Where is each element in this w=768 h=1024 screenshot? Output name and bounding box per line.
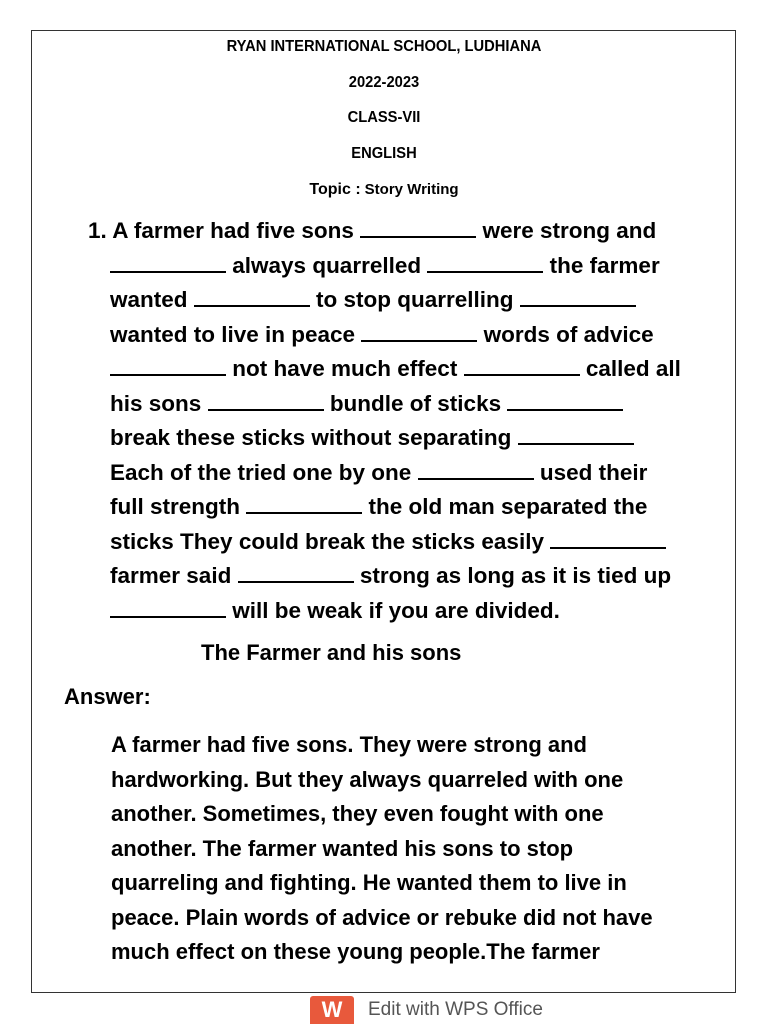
answer-line: another. Sometimes, they even fought with one xyxy=(111,801,604,826)
topic-value: Story Writing xyxy=(364,181,459,198)
question-segment: the farmer xyxy=(549,252,660,278)
answer-label: Answer: xyxy=(64,684,151,709)
question-segment: not have much effect xyxy=(232,356,458,381)
question-line xyxy=(88,559,728,594)
question-segment: wanted xyxy=(110,287,188,312)
blank-line xyxy=(507,391,623,411)
blank-line xyxy=(194,287,310,307)
blank-line xyxy=(518,425,634,445)
question-segment: his sons xyxy=(110,390,202,416)
question-segment: strong as long as it is tied up xyxy=(359,563,672,588)
question-line xyxy=(88,352,728,387)
question-segment: to stop quarrelling xyxy=(316,287,514,312)
subject-label: ENGLISH xyxy=(351,145,417,162)
blank-line xyxy=(550,529,666,549)
answer-line: peace. Plain words of advice or rebuke did not have xyxy=(111,904,653,930)
question-line xyxy=(88,249,728,284)
question-segment: were strong and xyxy=(482,218,657,243)
answer-line: another. The farmer wanted his sons to stop xyxy=(111,835,574,861)
topic-label: Topic : xyxy=(309,181,361,198)
answer-text xyxy=(111,728,721,970)
question-segment: always quarrelled xyxy=(232,252,422,278)
question-line xyxy=(88,318,728,353)
question-segment: farmer said xyxy=(110,563,232,588)
wps-edit-label[interactable]: Edit with WPS Office xyxy=(368,999,543,1020)
question-line xyxy=(88,490,728,525)
question-segment: break these sticks without separating xyxy=(110,425,512,450)
blank-line xyxy=(360,218,476,238)
question-segment: bundle of sticks xyxy=(329,390,502,416)
question-line xyxy=(88,525,728,560)
blank-line xyxy=(418,460,534,480)
story-title: The Farmer and his sons xyxy=(201,640,462,665)
question-line xyxy=(88,283,728,318)
answer-line: A farmer had five sons. They were strong and xyxy=(111,732,587,757)
question-segment: A farmer had five sons xyxy=(112,218,354,243)
question-segment: wanted to live in peace xyxy=(110,321,356,347)
question-segment: will be weak if you are divided. xyxy=(232,597,560,623)
blank-line xyxy=(110,356,226,376)
blank-line xyxy=(238,563,354,583)
topic-line xyxy=(0,181,768,199)
answer-line: hardworking. But they always quarreled with one xyxy=(111,766,624,792)
wps-footer[interactable] xyxy=(310,996,543,1024)
wps-logo-icon: W xyxy=(310,996,354,1024)
question-segment: called all xyxy=(585,356,681,381)
blank-line xyxy=(208,391,324,411)
blank-line xyxy=(110,253,226,273)
blank-line xyxy=(520,287,636,307)
question-line xyxy=(88,214,728,249)
blank-line xyxy=(246,494,362,514)
question-segment: words of advice xyxy=(483,321,654,347)
question-segment: sticks They could break the sticks easily xyxy=(110,528,544,554)
question-text xyxy=(88,214,728,628)
question-segment: full strength xyxy=(110,494,240,519)
answer-line: quarreling and fighting. He wanted them to live in xyxy=(111,870,627,895)
session: 2022-2023 xyxy=(348,74,420,91)
class-label: CLASS-VII xyxy=(347,109,421,126)
blank-line xyxy=(110,598,226,618)
question-segment: used their xyxy=(539,459,648,485)
question-line xyxy=(88,594,728,629)
question-line xyxy=(88,456,728,491)
question-number: 1. xyxy=(88,218,113,243)
question-segment: Each of the tried one by one xyxy=(110,459,412,485)
question-line xyxy=(88,421,728,456)
blank-line xyxy=(464,356,580,376)
school-name: RYAN INTERNATIONAL SCHOOL, LUDHIANA xyxy=(226,38,542,55)
question-segment: the old man separated the xyxy=(368,494,648,519)
question-line xyxy=(88,387,728,422)
answer-line: much effect on these young people.The farmer xyxy=(111,939,600,964)
blank-line xyxy=(361,322,477,342)
blank-line xyxy=(427,253,543,273)
